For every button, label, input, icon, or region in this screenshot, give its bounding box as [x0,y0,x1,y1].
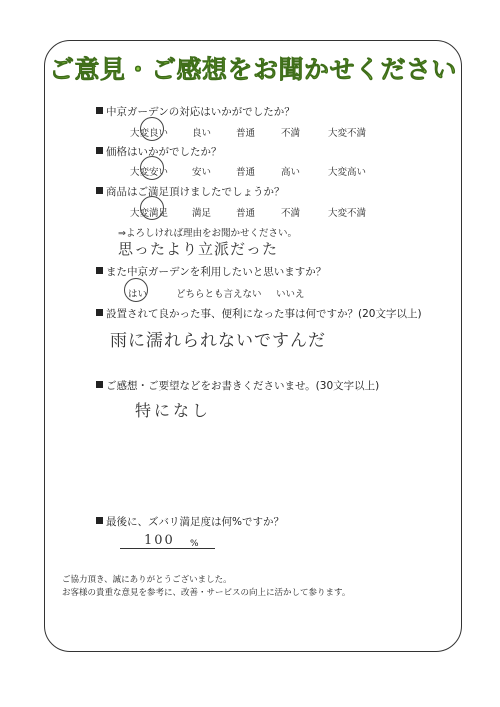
q2-option-5[interactable]: 大変高い [328,167,367,178]
q2-selection-circle [140,156,164,180]
question-1: 中京ガーデンの対応はいかがでしたか？ [96,104,295,119]
q3-reason-prompt: ⇒よろしければ理由をお聞かせください。 [118,228,297,239]
q5-handwritten-answer[interactable]: 雨に濡れられないですんだ [110,331,326,351]
square-bullet-icon [96,381,103,388]
q3-option-3[interactable]: 普通 [236,208,256,219]
square-bullet-icon [96,107,103,114]
q2-option-3[interactable]: 普通 [236,167,256,178]
q7-percent-unit: % [190,539,199,549]
q3-option-4[interactable]: 不満 [281,208,301,219]
q7-satisfaction-value[interactable]: 100 [144,533,175,548]
survey-title: ご意見・ご感想をお聞かせください [48,55,457,84]
q3-option-2[interactable]: 満足 [192,208,212,219]
square-bullet-icon [96,267,103,274]
q3-option-5[interactable]: 大変不満 [328,208,367,219]
question-5: 設置されて良かった事、便利になった事は何ですか？(20文字以上) [96,306,422,321]
q3-selection-circle [140,196,164,220]
question-3: 商品はご満足頂けましたでしょうか？ [96,184,285,199]
q4-option-2[interactable]: どちらとも言えない [176,289,262,300]
question-6: ご感想・ご要望などをお書きくださいませ。(30文字以上) [96,378,379,393]
q3-option-1[interactable]: 大変満足 [130,208,169,219]
q6-handwritten-answer[interactable]: 特になし [135,401,212,420]
q1-option-3[interactable]: 普通 [236,128,256,139]
square-bullet-icon [96,147,103,154]
q1-selection-circle [140,117,164,141]
square-bullet-icon [96,187,103,194]
q4-option-3[interactable]: いいえ [276,289,305,300]
q2-option-2[interactable]: 安い [192,167,212,178]
q1-option-5[interactable]: 大変不満 [328,128,367,139]
q1-option-1[interactable]: 大変良い [130,128,169,139]
question-4: また中京ガーデンを利用したいと思いますか？ [96,264,326,279]
question-7: 最後に、ズバリ満足度は何%ですか？ [96,514,284,529]
q4-selection-circle [124,278,148,302]
q2-option-1[interactable]: 大変安い [130,167,169,178]
q4-option-1[interactable]: はい [128,289,148,300]
q1-option-4[interactable]: 不満 [281,128,301,139]
footer-thanks: ご協力頂き、誠にありがとうございました。 [62,575,232,585]
q2-option-4[interactable]: 高い [281,167,301,178]
q7-answer-underline [120,548,215,549]
footer-note: お客様の貴重な意見を参考に、改善・サービスの向上に活かして参ります。 [62,588,351,598]
q3-handwritten-answer[interactable]: 思ったより立派だった [118,240,279,258]
square-bullet-icon [96,517,103,524]
q1-option-2[interactable]: 良い [192,128,212,139]
question-2: 価格はいかがでしたか？ [96,144,222,159]
square-bullet-icon [96,309,103,316]
